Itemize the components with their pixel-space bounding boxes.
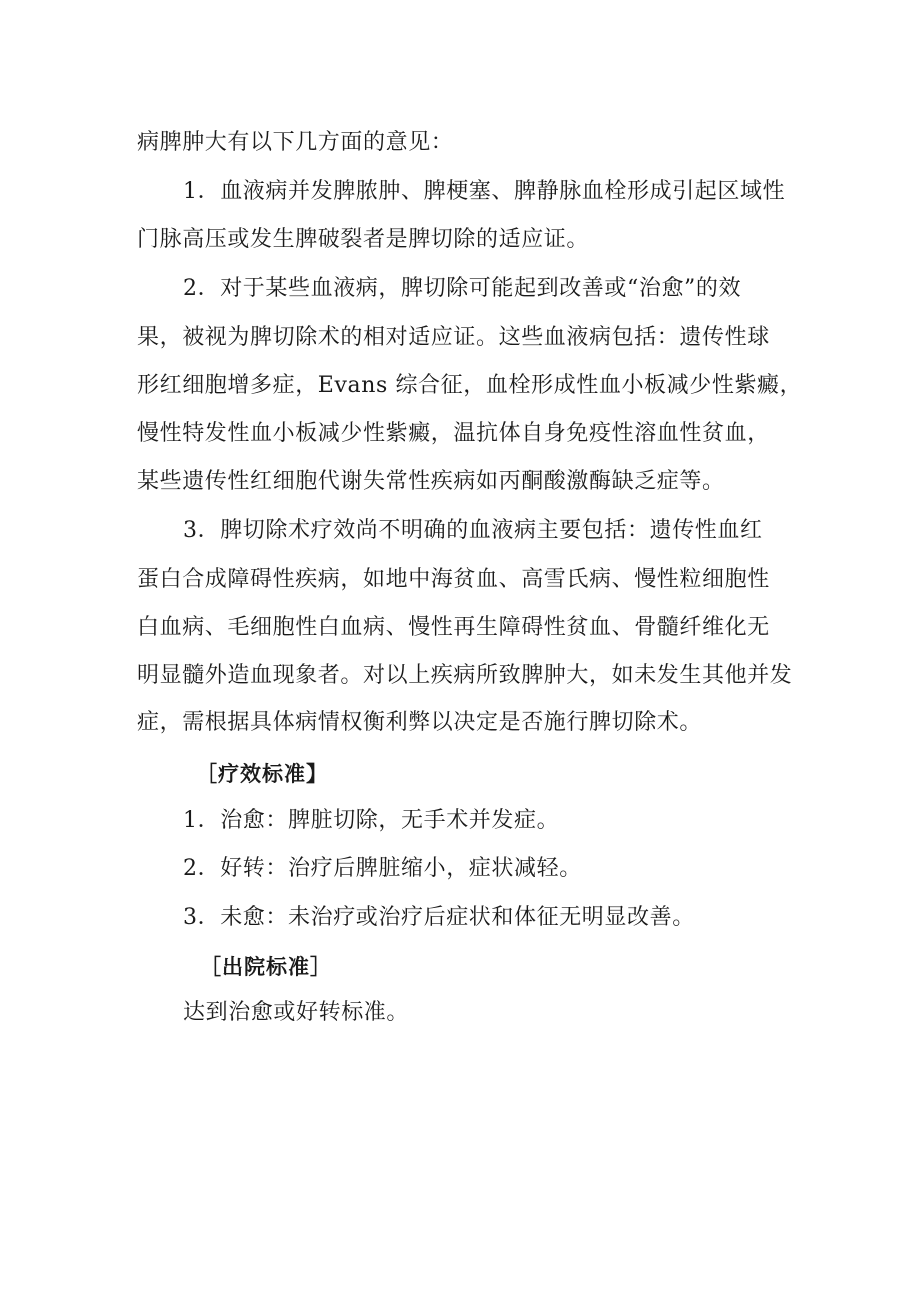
point-3-line-3: 白血病、毛细胞性白血病、慢性再生障碍性贫血、骨髓纤维化无	[137, 615, 770, 640]
point-1-line-2: 门脉高压或发生脾破裂者是脾切除的适应证。	[137, 227, 590, 252]
point-3-line-4: 明显髓外造血现象者。对以上疾病所致脾肿大，如未发生其他并发	[137, 663, 793, 688]
point-3-line-5: 症，需根据具体病情权衡利弊以决定是否施行脾切除术。	[137, 710, 703, 735]
point-2-line-2: 果，被视为脾切除术的相对适应证。这些血液病包括：遗传性球	[137, 325, 770, 350]
point-1-line-1: 1．血液病并发脾脓肿、脾梗塞、脾静脉血栓形成引起区域性	[183, 179, 786, 204]
point-3-line-1: 3．脾切除术疗效尚不明确的血液病主要包括：遗传性血红	[183, 518, 763, 543]
efficacy-heading: ［疗效标准】	[196, 762, 328, 786]
point-2-line-3: 形红细胞增多症，Evans 综合征，血栓形成性血小板减少性紫癜，	[137, 373, 803, 398]
point-2-line-4: 慢性特发性血小板减少性紫癜，温抗体自身免疫性溶血性贫血，	[137, 421, 770, 446]
point-3-line-2: 蛋白合成障碍性疾病，如地中海贫血、高雪氏病、慢性粒细胞性	[137, 567, 770, 592]
intro-line: 病脾肿大有以下几方面的意见：	[137, 130, 454, 155]
efficacy-item-3: 3．未愈：未治疗或治疗后症状和体征无明显改善。	[183, 905, 695, 930]
point-2-line-5: 某些遗传性红细胞代谢失常性疾病如丙酮酸激酶缺乏症等。	[137, 469, 725, 494]
discharge-text: 达到治愈或好转标准。	[183, 1000, 410, 1025]
efficacy-item-2: 2．好转：治疗后脾脏缩小，症状减轻。	[183, 856, 582, 881]
efficacy-item-1: 1．治愈：脾脏切除，无手术并发症。	[183, 808, 560, 833]
point-2-line-1: 2．对于某些血液病，脾切除可能起到改善或“治愈”的效	[183, 276, 742, 301]
discharge-heading: ［出院标准］	[200, 955, 332, 979]
